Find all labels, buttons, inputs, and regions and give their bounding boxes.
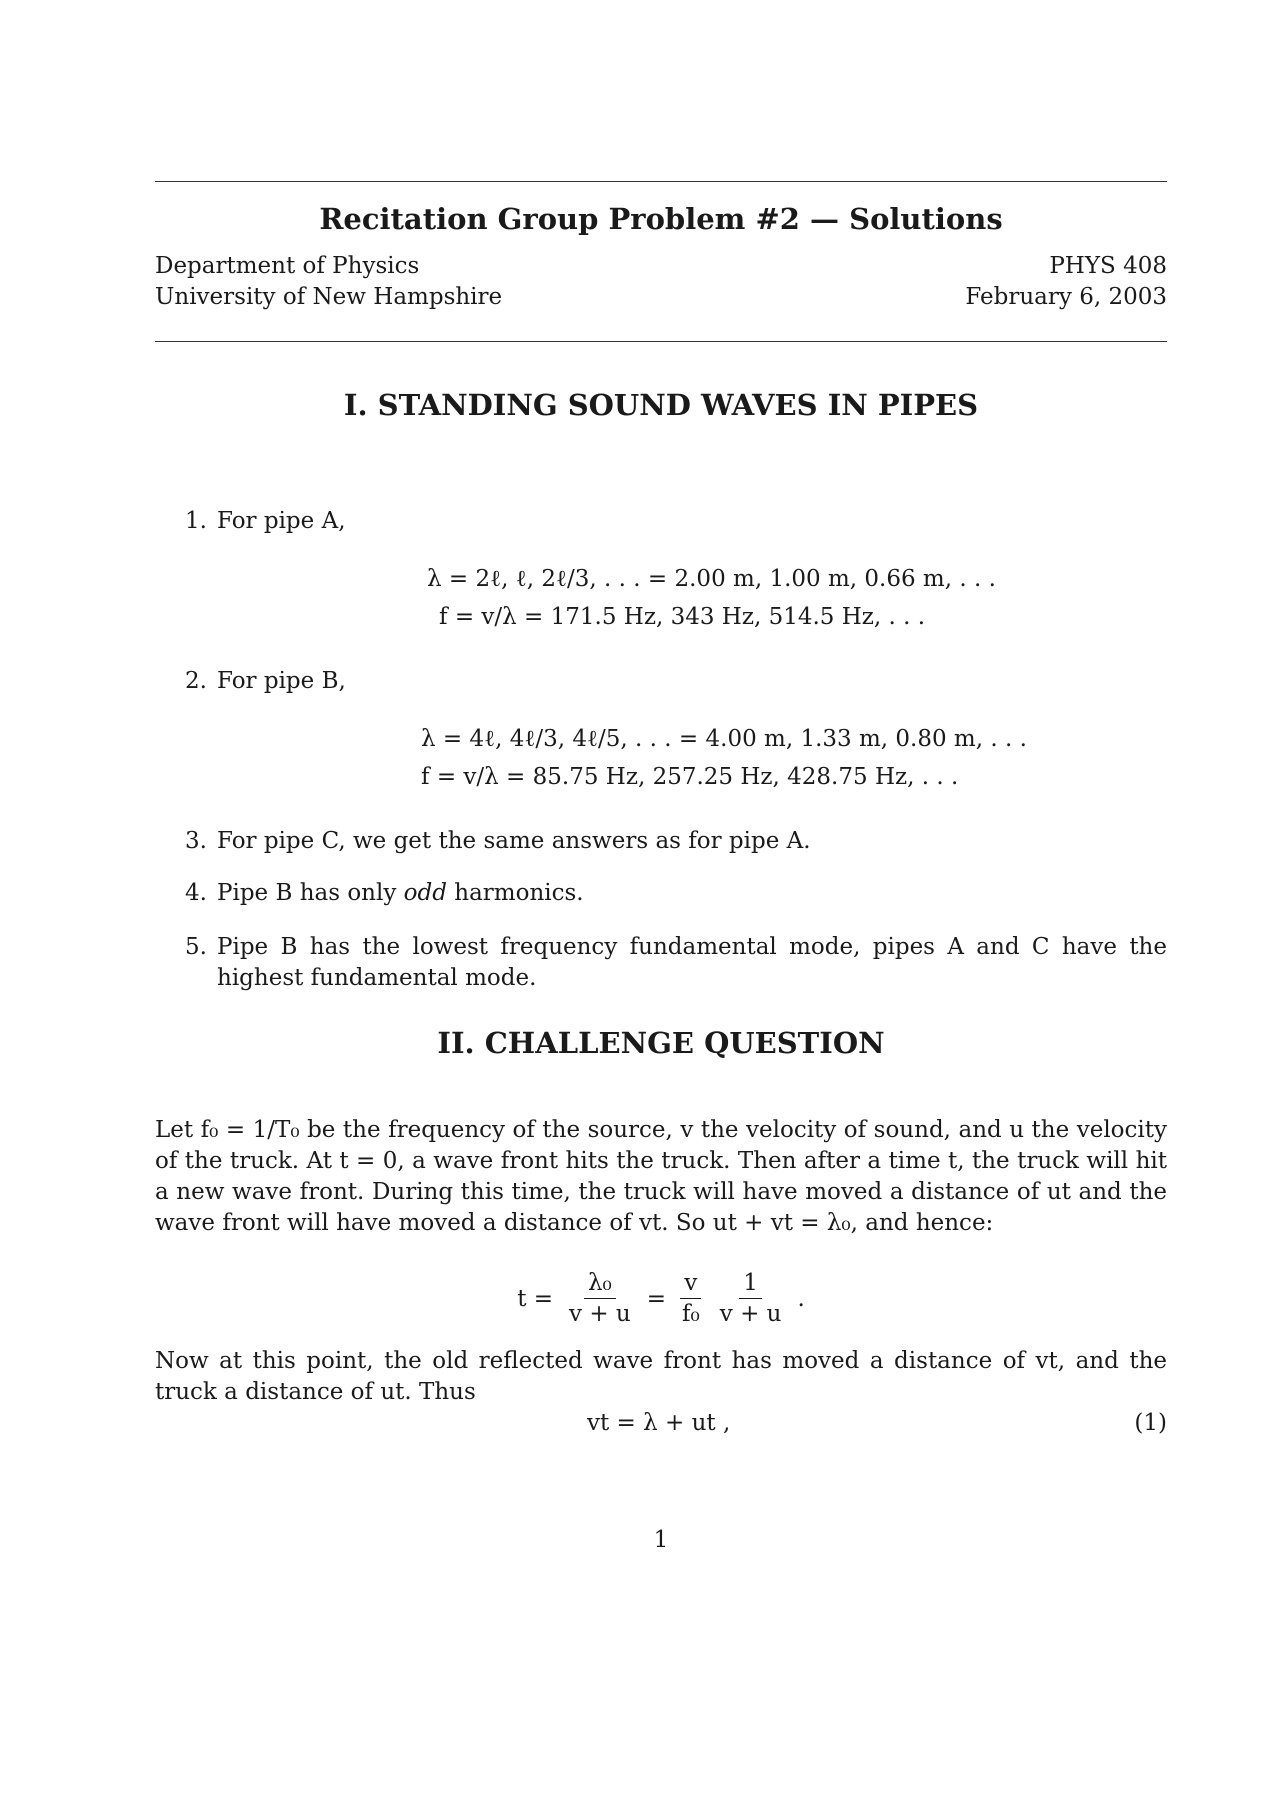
- bottom-rule: [155, 341, 1167, 342]
- document-page: [155, 0, 1167, 1811]
- list-item-text: For pipe C, we get the same answers as for pipe A.: [217, 828, 811, 854]
- equation-pipe-a-frequency: f = v/λ = 171.5 Hz, 343 Hz, 514.5 Hz, . . .: [439, 604, 926, 630]
- fraction-3-numerator: 1: [739, 1270, 762, 1299]
- list-item-text: Pipe B has the lowest frequency fundamental mode, pipes A and C have the highest fundamental mode.: [217, 934, 1167, 991]
- document-title: Recitation Group Problem #2 — Solutions: [319, 202, 1003, 236]
- list-item-text: Pipe B has only odd harmonics.: [217, 880, 584, 906]
- equals-sign: =: [646, 1285, 667, 1312]
- list-item: [185, 506, 1167, 537]
- list-item-number: 1.: [185, 508, 207, 534]
- fraction-2: [678, 1270, 704, 1327]
- equation-period: .: [797, 1285, 805, 1312]
- fraction-3-denominator: v + u: [719, 1301, 782, 1327]
- department-name: Department of Physics: [155, 253, 420, 279]
- section-1-title: I. STANDING SOUND WAVES IN PIPES: [343, 388, 979, 422]
- equation-pipe-b-frequency: f = v/λ = 85.75 Hz, 257.25 Hz, 428.75 Hz, . . .: [421, 764, 959, 790]
- list-item-number: 2.: [185, 668, 207, 694]
- header-right: [965, 251, 1167, 313]
- list-item-text: For pipe A,: [217, 508, 346, 534]
- paragraph-2: Now at this point, the old reflected wave front has moved a distance of vt, and the truck a distance of ut. Thus: [155, 1348, 1167, 1405]
- list-item-number: 5.: [185, 934, 207, 960]
- course-code: PHYS 408: [1049, 253, 1167, 279]
- fraction-2-denominator: f₀: [682, 1301, 700, 1327]
- list-item: [185, 666, 1167, 697]
- list-item-number: 4.: [185, 880, 207, 906]
- section-2-title: II. CHALLENGE QUESTION: [437, 1026, 885, 1060]
- equation-1: vt = λ + ut ,: [587, 1410, 731, 1436]
- university-name: University of New Hampshire: [155, 284, 503, 310]
- list-item-number: 3.: [185, 828, 207, 854]
- header-left: [155, 251, 502, 313]
- list-item-text: For pipe B,: [217, 668, 346, 694]
- emphasis-odd: odd: [403, 880, 447, 906]
- equation-pipe-b-wavelength: λ = 4ℓ, 4ℓ/3, 4ℓ/5, . . . = 4.00 m, 1.33 m, 0.80 m, . . .: [421, 726, 1027, 752]
- fraction-1-numerator: λ₀: [584, 1270, 616, 1299]
- list-item: [185, 932, 1167, 994]
- page-number: 1: [653, 1527, 669, 1553]
- fraction-2-numerator: v: [680, 1270, 701, 1299]
- list-item: [185, 826, 1167, 857]
- paragraph-1: Let f₀ = 1/T₀ be the frequency of the source, v the velocity of sound, and u the velocity of the truck. At t = 0, a wave front hits the truck. Then after a time t, the truck will hit a new wave front. During this time, the truck will have moved a distance of ut and the wave front will have moved a distance of vt. So ut + vt = λ₀, and hence:: [155, 1117, 1167, 1236]
- equation-pipe-a-wavelength: λ = 2ℓ, ℓ, 2ℓ/3, . . . = 2.00 m, 1.00 m, 0.66 m, . . .: [427, 566, 996, 592]
- fraction-1-denominator: v + u: [569, 1301, 631, 1327]
- document-date: February 6, 2003: [965, 284, 1167, 310]
- equation-lhs: t =: [517, 1285, 554, 1312]
- fraction-3: [716, 1270, 786, 1327]
- list-item: [185, 878, 1167, 909]
- equation-1-number: (1): [1134, 1410, 1167, 1436]
- equation-time: [155, 1270, 1167, 1327]
- fraction-1: [565, 1270, 635, 1327]
- top-rule: [155, 181, 1167, 182]
